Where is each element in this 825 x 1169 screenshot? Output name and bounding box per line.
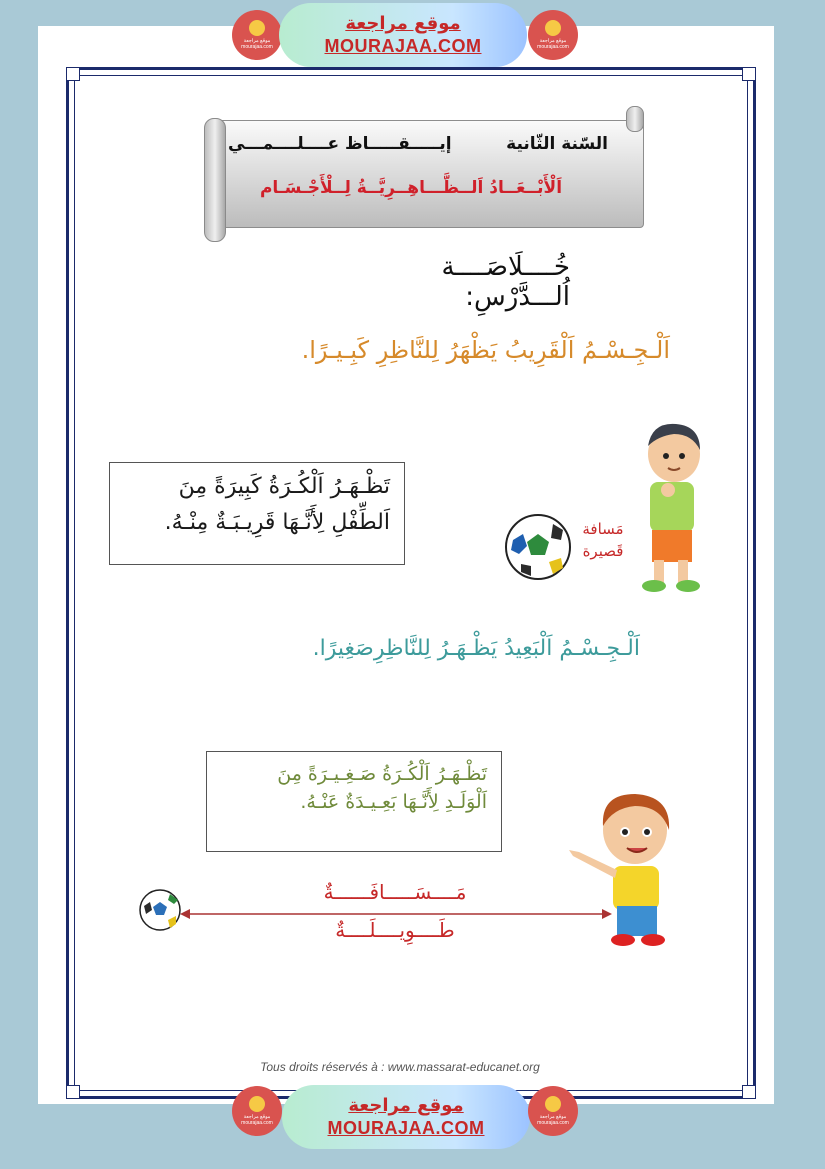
grade-label: السّنة الثّانية	[506, 134, 608, 154]
brand-arabic: موقع مراجعة	[345, 13, 461, 34]
brand-logo-icon: موقع مراجعة mourajaa.com	[528, 10, 578, 60]
brand-latin: MOURAJAA.COM	[327, 1118, 485, 1138]
small-soccer-ball-icon	[138, 888, 182, 932]
far-explanation-box	[206, 751, 502, 852]
child-thinking-illustration	[630, 420, 704, 596]
title-scroll	[204, 104, 644, 238]
brand-logo-icon: موقع مراجعة mourajaa.com	[232, 10, 282, 60]
near-explanation-line2: اَلطِّفْلِ لِأَنَّـهَا قَرِيـبَـةٌ مِنْـهُ.	[164, 510, 390, 535]
soccer-ball-icon	[503, 512, 573, 582]
long-distance-label-line2: طَــــوِيــــلَــــةٌ	[335, 918, 455, 942]
far-object-rule: اَلْـجِـسْـمُ اَلْبَعِيدُ يَظْـهَـرُ لِلنَّاظِرِصَغِيرًا.	[312, 636, 640, 661]
far-explanation-line1: تَظْـهَـرُ اَلْكُـرَةُ صَـغِـيـرَةً مِنَ	[277, 763, 487, 785]
far-explanation-line2: اَلْوَلَـدِ لِأَنَّـهَا بَعِـيـدَةٌ عَنْـهُ.	[300, 791, 487, 813]
brand-arabic: موقع مراجعة	[348, 1095, 464, 1116]
lesson-title: اَلْأَبْــعَــادُ اَلــظَّـــاهِــرِيَّــةُ لِــلْأَجْـسَـام	[259, 178, 563, 198]
subject-label: إيـــــقـــــاظ عــــلــــمـــي	[228, 134, 452, 154]
brand-logo-icon: موقع مراجعة mourajaa.com	[528, 1086, 578, 1136]
child-pointing-illustration	[565, 786, 675, 950]
border-corner	[742, 67, 756, 81]
near-object-rule: اَلْـجِـسْـمُ اَلْقَرِيبُ يَظْهَرُ لِلنَّاظِرِ كَبِـيـرًا.	[301, 336, 670, 364]
short-distance-label: مَسافة قَصيرة	[582, 520, 624, 560]
border-corner	[742, 1085, 756, 1099]
brand-banner-top[interactable]	[279, 3, 527, 67]
copyright-footer: Tous droits réservés à : www.massarat-educanet.org	[260, 1060, 540, 1074]
near-explanation-box	[109, 462, 405, 565]
long-distance-label-line1: مَــــسَـــــافَــــــةٌ	[323, 880, 467, 904]
border-corner	[66, 1085, 80, 1099]
brand-logo-icon: موقع مراجعة mourajaa.com	[232, 1086, 282, 1136]
summary-heading: خُــــلَاصَــــة اُلـــدَّرْسِ:	[441, 252, 570, 312]
border-corner	[66, 67, 80, 81]
brand-latin: MOURAJAA.COM	[324, 36, 482, 56]
brand-banner-bottom[interactable]	[282, 1085, 530, 1149]
near-explanation-line1: تَظْـهَـرُ اَلْكُـرَةُ كَبِيرَةً مِنَ	[178, 474, 390, 499]
